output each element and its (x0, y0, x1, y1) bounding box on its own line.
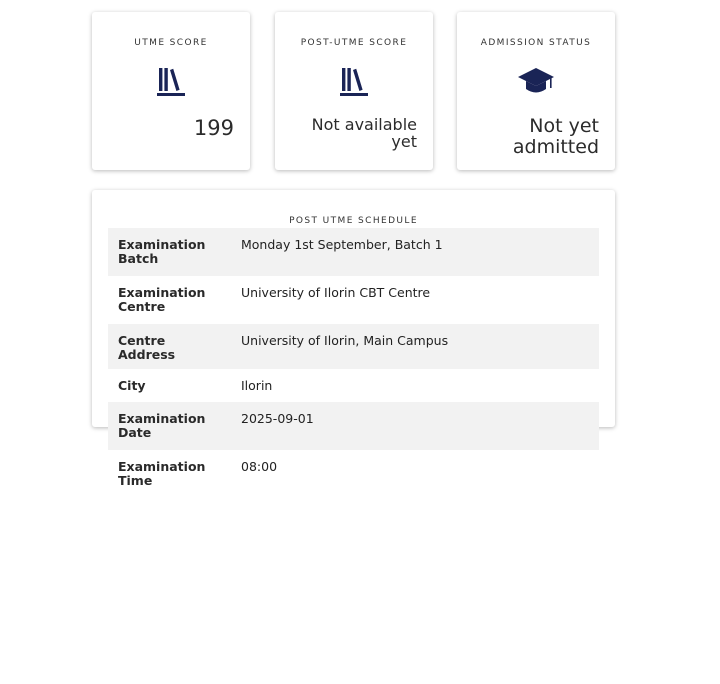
admission-status-title: ADMISSION STATUS (480, 38, 592, 48)
row-label: Examination Date (108, 402, 231, 450)
row-value: University of Ilorin, Main Campus (231, 324, 599, 369)
schedule-table (108, 228, 599, 498)
utme-score-value: 199 (193, 116, 234, 140)
row-value: University of Ilorin CBT Centre (241, 285, 431, 300)
row-value: Ilorin (241, 378, 273, 393)
graduation-cap-icon (457, 67, 615, 97)
row-label: Examination Time (118, 459, 206, 488)
post-utme-score-title: POST-UTME SCORE (300, 38, 408, 48)
schedule-title: POST UTME SCHEDULE (289, 216, 418, 226)
table-row (108, 450, 599, 498)
row-value: 08:00 (241, 459, 278, 474)
row-value: Monday 1st September, Batch 1 (231, 228, 599, 276)
row-label: Centre Address (108, 324, 231, 369)
row-value: 2025-09-01 (231, 402, 599, 450)
books-icon (275, 67, 433, 97)
utme-score-card (92, 12, 250, 170)
row-label: Examination Centre (118, 285, 206, 314)
post-utme-score-value: Not available yet (311, 115, 417, 151)
row-label: Examination Batch (108, 228, 231, 276)
post-utme-score-card (275, 12, 433, 170)
table-row (108, 324, 599, 369)
table-row (108, 369, 599, 402)
table-row (108, 228, 599, 276)
table-row (108, 402, 599, 450)
admission-status-card (457, 12, 615, 170)
admission-status-value: Not yet admitted (512, 115, 599, 158)
row-label: City (118, 378, 146, 393)
utme-score-title: UTME SCORE (134, 38, 208, 48)
table-row (108, 276, 599, 324)
books-icon (92, 67, 250, 97)
